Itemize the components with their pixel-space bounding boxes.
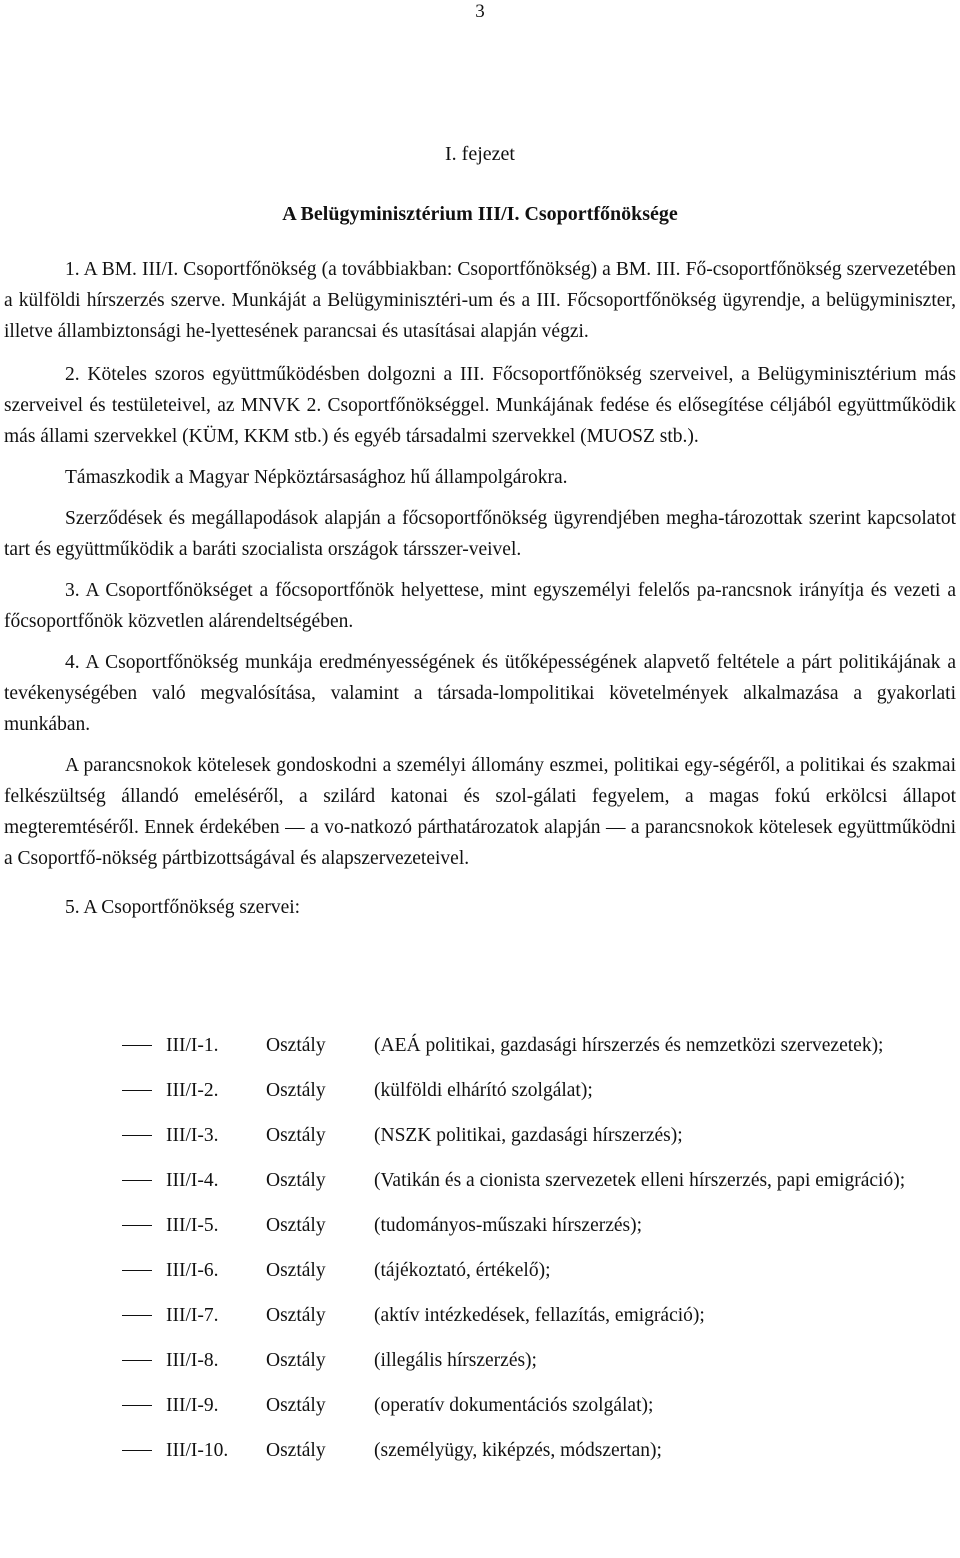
document-body — [4, 254, 956, 923]
unit-description: (tudományos-műszaki hírszerzés); — [374, 1215, 643, 1236]
unit-type: Osztály — [266, 1395, 326, 1416]
paragraph-4: Szerződések és megállapodások alapján a főcsoportfőnökség ügyrendjében megha-tározottak szerint kapcsolatot tart és együttműködik a baráti szocialista országok társszer-veivel. — [4, 508, 956, 560]
dash-bullet — [122, 1045, 152, 1046]
unit-code: III/I-3. — [166, 1125, 219, 1146]
dash-bullet — [122, 1450, 152, 1451]
unit-code: III/I-7. — [166, 1305, 219, 1326]
dash-bullet — [122, 1135, 152, 1136]
paragraph-5: 3. A Csoportfőnökséget a főcsoportfőnök helyettese, mint egyszemélyi felelős pa-rancsnok irányítja és vezeti a főcsoportfőnök közvetlen alárendeltségében. — [4, 580, 956, 632]
unit-description: (tájékoztató, értékelő); — [374, 1260, 551, 1281]
dash-bullet — [122, 1405, 152, 1406]
document-title: A Belügyminisztérium III/I. Csoportfőnöksége — [282, 203, 678, 225]
unit-description: (aktív intézkedések, fellazítás, emigráció); — [374, 1305, 705, 1326]
unit-code: III/I-5. — [166, 1215, 219, 1236]
unit-item — [0, 1390, 960, 1421]
unit-code: III/I-1. — [166, 1035, 219, 1056]
unit-item — [0, 1345, 960, 1376]
unit-type: Osztály — [266, 1125, 326, 1146]
dash-bullet — [122, 1180, 152, 1181]
units-list — [0, 1030, 960, 1466]
units-heading: 5. A Csoportfőnökség szervei: — [65, 897, 301, 918]
dash-bullet — [122, 1315, 152, 1316]
page-number: 3 — [475, 1, 485, 22]
unit-description: (személyügy, kiképzés, módszertan); — [374, 1440, 662, 1461]
paragraph-1: 1. A BM. III/I. Csoportfőnökség (a továbbiakban: Csoportfőnökség) a BM. III. Fő-csoportfőnökség szervezetében a külföldi hírszerzés szerve. Munkáját a Belügyminisztéri-um és a III. Főcsoportfőnökség ügyrendje, a belügyminiszter, illetve állambiztonsági he-lyettesének parancsai és utasításai alapján végzi. — [4, 259, 956, 342]
unit-type: Osztály — [266, 1170, 326, 1191]
paragraph-2: 2. Köteles szoros együttműködésben dolgozni a III. Főcsoportfőnökség szerveivel, a Belügyminisztérium más szerveivel és testületeivel, az MNVK 2. Csoportfőnökséggel. Munkájának fedése és elősegítése céljából együttműködik más állami szervekkel (KÜM, KKM stb.) és egyéb társadalmi szervekkel (MUOSZ stb.). — [4, 364, 956, 447]
unit-item — [0, 1075, 960, 1106]
unit-description: (AEÁ politikai, gazdasági hírszerzés és nemzetközi szervezetek); — [374, 1035, 884, 1056]
unit-code: III/I-6. — [166, 1260, 219, 1281]
unit-type: Osztály — [266, 1440, 326, 1461]
unit-description: (illegális hírszerzés); — [374, 1350, 537, 1371]
unit-item — [0, 1255, 960, 1286]
unit-description: (Vatikán és a cionista szervezetek elleni hírszerzés, papi emigráció); — [374, 1170, 906, 1191]
unit-item — [0, 1300, 960, 1331]
unit-item — [0, 1210, 960, 1241]
unit-type: Osztály — [266, 1035, 326, 1056]
paragraph-7: A parancsnokok kötelesek gondoskodni a személyi állomány eszmei, politikai egy-ségéről, a politikai és szakmai felkészültség állandó emeléséről, a szilárd katonai és szol-gálati fegyelem, a magas fokú erkölcsi állapot megteremtéséről. Ennek érdekében — a vo-natkozó párthatározatok alapján — a parancsnokok kötelesek együttműködni a Csoportfő-nökség pártbizottságával és alapszervezeteivel. — [4, 755, 956, 869]
unit-code: III/I-8. — [166, 1350, 219, 1371]
unit-description: (operatív dokumentációs szolgálat); — [374, 1395, 654, 1416]
paragraph-3: Támaszkodik a Magyar Népköztársasághoz hű állampolgárokra. — [65, 467, 568, 488]
unit-code: III/I-2. — [166, 1080, 219, 1101]
unit-type: Osztály — [266, 1350, 326, 1371]
unit-item — [0, 1030, 960, 1061]
dash-bullet — [122, 1225, 152, 1226]
chapter-heading: I. fejezet — [445, 143, 515, 165]
unit-item — [0, 1120, 960, 1151]
dash-bullet — [122, 1270, 152, 1271]
unit-type: Osztály — [266, 1080, 326, 1101]
dash-bullet — [122, 1090, 152, 1091]
unit-item — [0, 1165, 960, 1196]
paragraph-6: 4. A Csoportfőnökség munkája eredményességének és ütőképességének alapvető feltétele a párt politikájának a tevékenységében való megvalósítása, valamint a társada-lompolitikai követelmények alkalmazása a gyakorlati munkában. — [4, 652, 956, 735]
unit-type: Osztály — [266, 1215, 326, 1236]
dash-bullet — [122, 1360, 152, 1361]
unit-type: Osztály — [266, 1305, 326, 1326]
unit-code: III/I-10. — [166, 1440, 229, 1461]
unit-description: (NSZK politikai, gazdasági hírszerzés); — [374, 1125, 683, 1146]
unit-item — [0, 1435, 960, 1466]
unit-type: Osztály — [266, 1260, 326, 1281]
unit-code: III/I-9. — [166, 1395, 219, 1416]
unit-code: III/I-4. — [166, 1170, 219, 1191]
unit-description: (külföldi elhárító szolgálat); — [374, 1080, 593, 1101]
